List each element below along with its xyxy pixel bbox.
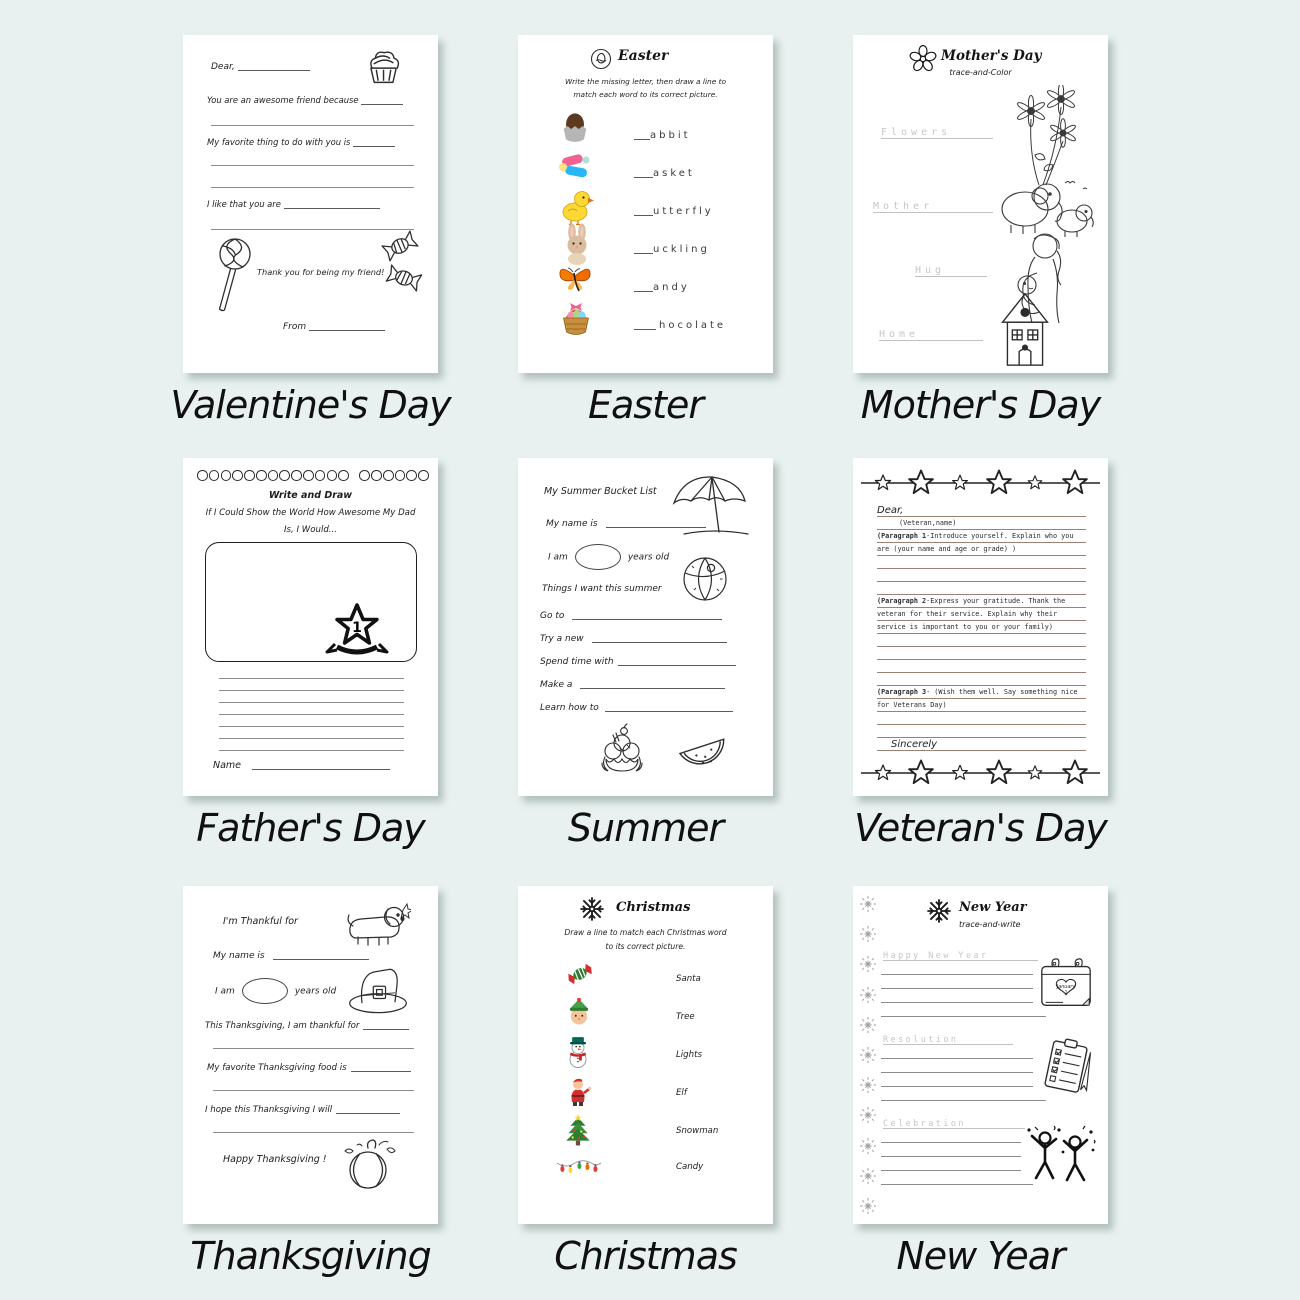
circle-border bbox=[197, 470, 429, 481]
from-blank bbox=[309, 321, 385, 331]
write-line bbox=[881, 1016, 1046, 1017]
trace-word-flowers: Flowers bbox=[881, 127, 993, 139]
summer-name-label: My name is bbox=[546, 519, 598, 529]
easter-word-3: utterfly bbox=[634, 199, 714, 218]
veterans-paragraph-2: (Paragraph 2-Express your gratitude. Thank the veteran for their service. Explain why their service is important to you or your family) bbox=[877, 597, 1066, 631]
trace-celebration: Celebration bbox=[883, 1118, 1025, 1129]
snowman-icon bbox=[565, 1036, 591, 1068]
write-line bbox=[881, 1086, 1033, 1087]
thanksgiving-q3: I hope this Thanksgiving I will bbox=[205, 1104, 400, 1115]
summer-list-4: Make a bbox=[540, 679, 725, 690]
question-1-blank bbox=[361, 95, 403, 105]
new-year-worksheet bbox=[853, 886, 1108, 1224]
write-line bbox=[211, 165, 414, 166]
question-2-label: My favorite thing to do with you is bbox=[207, 137, 351, 147]
snowflake-icon bbox=[927, 899, 951, 923]
easter-candies-icon bbox=[556, 151, 594, 181]
calendar-month: January bbox=[1056, 984, 1076, 990]
dear-row bbox=[211, 61, 310, 72]
cell-mothers-day bbox=[853, 35, 1108, 427]
valentines-worksheet bbox=[183, 35, 438, 373]
write-line bbox=[219, 690, 404, 691]
butterfly-icon bbox=[554, 263, 596, 295]
write-line bbox=[213, 1048, 414, 1049]
name-label: Name bbox=[213, 760, 242, 771]
firework-doodle-icon bbox=[858, 985, 878, 1005]
easter-subtitle-2: match each word to its correct picture. bbox=[573, 90, 718, 99]
trace-word-home: Home bbox=[879, 329, 983, 341]
cell-thanksgiving bbox=[183, 886, 438, 1278]
firework-doodle-icon bbox=[858, 894, 878, 914]
snowflake-icon bbox=[580, 897, 604, 921]
firework-doodle-icon bbox=[858, 954, 878, 974]
fathers-title: Write and Draw bbox=[268, 490, 353, 501]
new-year-subtitle: trace-and-write bbox=[959, 920, 1021, 929]
christmas-candy-icon bbox=[562, 957, 598, 992]
write-line bbox=[881, 1100, 1046, 1101]
christmas-word-6: Candy bbox=[676, 1162, 704, 1172]
candy-icon bbox=[377, 226, 423, 267]
easter-subtitle-1: Write the missing letter, then draw a line to bbox=[564, 77, 727, 86]
thanksgiving-title: I'm Thankful for bbox=[223, 916, 298, 927]
write-line bbox=[881, 1058, 1033, 1059]
cell-easter bbox=[518, 35, 773, 427]
write-line bbox=[881, 1156, 1021, 1157]
veterans-letter bbox=[877, 504, 1086, 751]
caption-mothers-day: Mother's Day bbox=[860, 383, 1101, 427]
pumpkin-icon bbox=[335, 1134, 401, 1194]
thanksgiving-q2: My favorite Thanksgiving food is bbox=[207, 1062, 411, 1073]
christmas-title: Christmas bbox=[616, 900, 691, 915]
veterans-dear: Dear, bbox=[877, 505, 904, 516]
easter-word-2: asket bbox=[634, 161, 695, 180]
name-blank bbox=[252, 760, 390, 770]
thanksgiving-q1: This Thanksgiving, I am thankful for bbox=[205, 1020, 409, 1031]
christmas-subtitle-1: Draw a line to match each Christmas word bbox=[564, 928, 727, 937]
firework-doodle-icon bbox=[858, 1136, 878, 1156]
cell-fathers-day bbox=[183, 458, 438, 850]
write-line bbox=[211, 125, 414, 126]
house-drawing bbox=[993, 289, 1057, 371]
christmas-word-5: Snowman bbox=[676, 1126, 719, 1136]
thanksgiving-age-row: I am years old bbox=[215, 978, 336, 1004]
badge-number: 1 bbox=[352, 620, 362, 636]
firework-doodle-icon bbox=[858, 1166, 878, 1186]
mothers-title: Mother's Day bbox=[941, 48, 1042, 64]
summer-title: My Summer Bucket List bbox=[544, 486, 657, 497]
christmas-word-1: Santa bbox=[676, 974, 701, 984]
candy-icon bbox=[382, 260, 426, 296]
easter-word-4: uckling bbox=[634, 237, 710, 256]
summer-list-2: Try a new bbox=[540, 633, 727, 644]
age-suffix: years old bbox=[627, 552, 670, 563]
cell-veterans-day bbox=[853, 458, 1108, 850]
cell-new-year bbox=[853, 886, 1108, 1278]
write-line bbox=[213, 1132, 414, 1133]
write-line bbox=[211, 187, 414, 188]
summer-list-5: Learn how to bbox=[540, 702, 733, 713]
question-2-blank bbox=[353, 137, 395, 147]
easter-word-5: andy bbox=[634, 275, 690, 294]
fathers-prompt-1: If I Could Show the World How Awesome My Dad bbox=[205, 508, 416, 518]
write-line bbox=[881, 1002, 1033, 1003]
write-line bbox=[219, 726, 404, 727]
write-line bbox=[881, 1184, 1033, 1185]
caption-easter: Easter bbox=[588, 383, 703, 427]
firework-doodle-icon bbox=[858, 1045, 878, 1065]
write-line bbox=[881, 988, 1033, 989]
caption-thanksgiving: Thanksgiving bbox=[190, 1234, 431, 1278]
write-line bbox=[219, 678, 404, 679]
age-prefix: I am bbox=[548, 552, 568, 563]
easter-word-6: hocolate bbox=[634, 313, 726, 332]
write-line bbox=[219, 750, 404, 751]
summer-things-label: Things I want this summer bbox=[542, 584, 662, 594]
calendar-icon bbox=[1037, 954, 1095, 1014]
write-line bbox=[211, 229, 414, 230]
firework-doodle-icon bbox=[858, 1196, 878, 1216]
from-label: From bbox=[283, 322, 307, 332]
firework-doodle-icon bbox=[858, 1015, 878, 1035]
string-lights-icon bbox=[556, 1158, 602, 1176]
easter-egg-badge-icon bbox=[590, 48, 612, 70]
santa-icon bbox=[564, 1076, 592, 1108]
veterans-paragraph-1: (Paragraph 1-Introduce yourself. Explain who you are (your name and age or grade) ) bbox=[877, 532, 1074, 553]
write-line bbox=[213, 1090, 414, 1091]
easter-word-1: abbit bbox=[634, 123, 691, 142]
write-line bbox=[219, 738, 404, 739]
dog-icon bbox=[341, 898, 411, 948]
dear-blank bbox=[238, 61, 310, 71]
firework-doodle-icon bbox=[858, 1105, 878, 1125]
new-year-title: New Year bbox=[959, 900, 1027, 915]
firework-doodle-column bbox=[858, 894, 878, 1216]
summer-name-row bbox=[546, 518, 706, 529]
chocolate-egg-icon bbox=[558, 111, 592, 145]
caption-valentines-day: Valentine's Day bbox=[170, 383, 451, 427]
star-border-top bbox=[861, 468, 1100, 498]
beach-ball-icon bbox=[680, 554, 730, 604]
easter-basket-icon bbox=[558, 299, 594, 337]
trace-happy-new-year: Happy New Year bbox=[883, 950, 1038, 961]
first-place-star-badge-icon bbox=[325, 600, 389, 660]
caption-fathers-day: Father's Day bbox=[196, 806, 425, 850]
bunny-icon bbox=[560, 223, 594, 265]
blank-lines bbox=[877, 634, 1086, 686]
question-3-label: I like that you are bbox=[207, 199, 281, 209]
easter-worksheet bbox=[518, 35, 773, 373]
trace-resolution: Resolution bbox=[883, 1034, 1013, 1045]
dear-label: Dear, bbox=[211, 62, 235, 72]
elf-icon bbox=[566, 998, 592, 1026]
veterans-paragraph-3: (Paragraph 3- (Wish them well. Say something nice for Veterans Day) bbox=[877, 688, 1078, 709]
christmas-subtitle-2: to its correct picture. bbox=[605, 942, 686, 951]
write-line bbox=[219, 714, 404, 715]
firework-doodle-icon bbox=[858, 1075, 878, 1095]
cell-valentines bbox=[170, 35, 451, 427]
christmas-word-4: Elf bbox=[676, 1088, 687, 1098]
fathers-prompt-2: Is, I Would... bbox=[284, 525, 337, 535]
caption-summer: Summer bbox=[567, 806, 724, 850]
write-line bbox=[881, 1072, 1033, 1073]
veterans-recipient: (Veteran,name) bbox=[899, 519, 957, 527]
pilgrim-hat-icon bbox=[345, 962, 411, 1018]
duckling-icon bbox=[558, 187, 594, 225]
thanksgiving-name-row: My name is bbox=[213, 950, 369, 961]
age-oval bbox=[242, 978, 288, 1004]
cupcake-icon bbox=[361, 45, 405, 89]
thanksgiving-closing: Happy Thanksgiving ! bbox=[223, 1154, 327, 1165]
from-row bbox=[283, 321, 385, 332]
calendar-day: 1 bbox=[1064, 990, 1068, 996]
question-1 bbox=[207, 95, 403, 105]
caption-new-year: New Year bbox=[896, 1234, 1065, 1278]
easter-title: Easter bbox=[618, 48, 669, 64]
checklist-icon bbox=[1039, 1036, 1097, 1098]
write-line bbox=[219, 702, 404, 703]
christmas-word-2: Tree bbox=[676, 1012, 695, 1022]
thanksgiving-worksheet bbox=[183, 886, 438, 1224]
age-oval bbox=[575, 544, 621, 570]
caption-veterans-day: Veteran's Day bbox=[854, 806, 1107, 850]
firework-doodle-icon bbox=[858, 924, 878, 944]
celebrating-people-icon bbox=[1023, 1124, 1097, 1184]
summer-list-3: Spend time with bbox=[540, 656, 736, 667]
cell-summer bbox=[518, 458, 773, 850]
summer-list-1: Go to bbox=[540, 610, 722, 621]
watermelon-icon bbox=[676, 730, 732, 776]
name-row bbox=[213, 760, 390, 771]
trace-word-hug: Hug bbox=[915, 265, 987, 277]
write-line bbox=[881, 974, 1033, 975]
blank-lines bbox=[877, 712, 1086, 738]
summer-worksheet bbox=[518, 458, 773, 796]
question-3-blank bbox=[284, 199, 380, 209]
star-border-bottom bbox=[861, 758, 1100, 788]
caption-christmas: Christmas bbox=[554, 1234, 737, 1278]
write-line bbox=[881, 1142, 1021, 1143]
mothers-subtitle: trace-and-Color bbox=[949, 68, 1012, 77]
cell-christmas bbox=[518, 886, 773, 1278]
christmas-word-3: Lights bbox=[676, 1050, 702, 1060]
fathers-day-worksheet bbox=[183, 458, 438, 796]
summer-age-row bbox=[548, 544, 669, 570]
question-3 bbox=[207, 199, 380, 209]
veterans-sincerely: Sincerely bbox=[891, 739, 938, 750]
question-1-label: You are an awesome friend because bbox=[207, 95, 359, 105]
veterans-day-worksheet bbox=[853, 458, 1108, 796]
mothers-day-worksheet bbox=[853, 35, 1108, 373]
ice-cream-icon bbox=[596, 720, 648, 780]
christmas-worksheet bbox=[518, 886, 773, 1224]
christmas-tree-icon bbox=[565, 1114, 591, 1146]
blank-lines bbox=[877, 556, 1086, 595]
trace-word-mother: Mother bbox=[873, 201, 993, 213]
thanks-text: Thank you for being my friend! bbox=[257, 267, 385, 277]
lollipop-icon bbox=[209, 233, 259, 317]
question-2 bbox=[207, 137, 395, 147]
write-line bbox=[881, 1170, 1021, 1171]
